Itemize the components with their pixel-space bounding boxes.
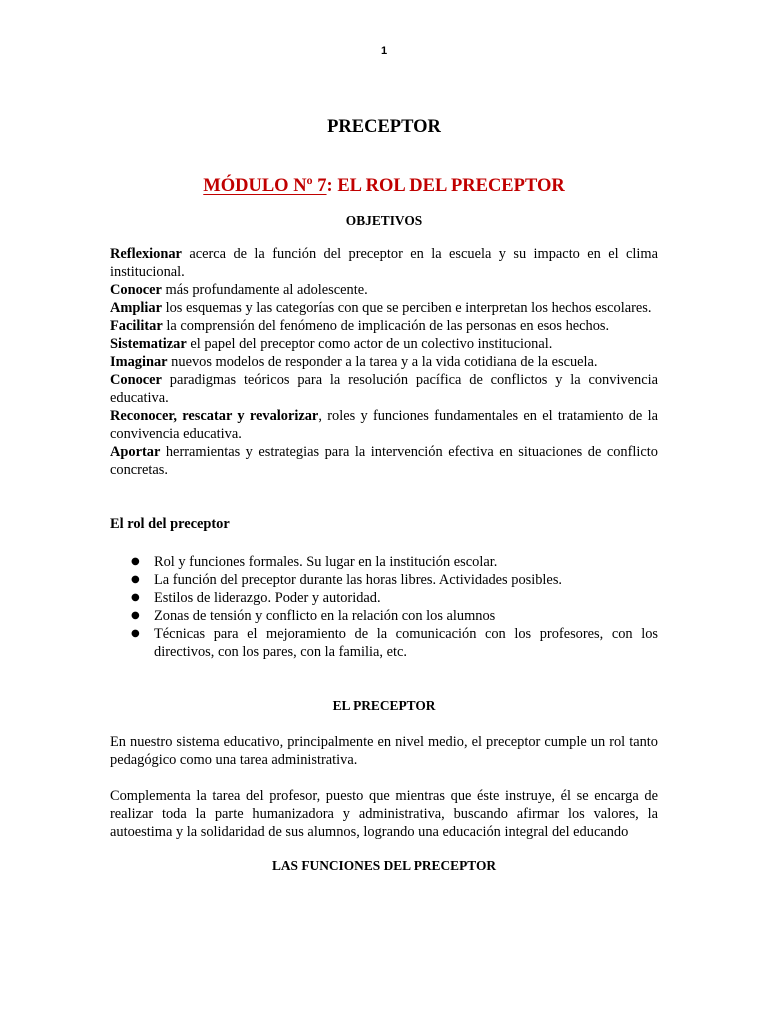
objective-item [110, 299, 658, 317]
objective-item [110, 281, 658, 299]
objective-verb: Conocer [110, 372, 162, 388]
objective-text: paradigmas teóricos para la resolución pacífica de conflictos y la convivencia educativa. [110, 372, 658, 406]
document-body [110, 114, 658, 875]
objectives-list [110, 245, 658, 479]
rol-section-heading: El rol del preceptor [110, 516, 230, 532]
objective-item [110, 407, 658, 443]
bullet-icon: ● [131, 556, 140, 567]
objective-verb: Sistematizar [110, 336, 187, 352]
list-item [110, 607, 658, 625]
bullet-icon: ● [131, 610, 140, 621]
module-name: : EL ROL DEL PRECEPTOR [326, 176, 565, 196]
objective-verb: Ampliar [110, 300, 162, 316]
list-item [110, 571, 658, 589]
preceptor-section-heading: EL PRECEPTOR [332, 698, 436, 713]
bullet-icon: ● [131, 628, 140, 639]
list-item [110, 553, 658, 571]
document-title: PRECEPTOR [327, 117, 441, 137]
objective-verb: Imaginar [110, 354, 168, 370]
objectives-heading: OBJETIVOS [345, 213, 423, 228]
objective-verb: Conocer [110, 282, 162, 298]
list-item-text: Rol y funciones formales. Su lugar en la institución escolar. [154, 554, 498, 570]
page-number: 1 [380, 45, 388, 57]
module-number: MÓDULO Nº 7 [203, 176, 327, 196]
objective-text: , roles y funciones fundamentales en el tratamiento de la convivencia educativa. [110, 408, 658, 442]
body-paragraph: En nuestro sistema educativo, principalmente en nivel medio, el preceptor cumple un rol tanto pedagógico como una tarea administrativa. [110, 734, 658, 768]
funciones-section-heading: LAS FUNCIONES DEL PRECEPTOR [271, 858, 497, 873]
objective-text: acerca de la función del preceptor en la escuela y su impacto en el clima institucional. [110, 246, 658, 280]
objective-text: herramientas y estrategias para la intervención efectiva en situaciones de conflicto concretas. [110, 444, 658, 478]
objective-verb: Reconocer, rescatar y revalorizar [110, 408, 319, 424]
objective-item [110, 245, 658, 281]
objective-verb: Aportar [110, 444, 161, 460]
objective-text: el papel del preceptor como actor de un colectivo institucional. [186, 336, 553, 352]
list-item-text: Zonas de tensión y conflicto en la relación con los alumnos [154, 608, 496, 624]
list-item [110, 625, 658, 661]
objective-text: más profundamente al adolescente. [161, 282, 368, 298]
list-item [110, 589, 658, 607]
objective-verb: Facilitar [110, 318, 163, 334]
body-paragraph: Complementa la tarea del profesor, puesto que mientras que éste instruye, él se encarga de realizar toda la parte humanizadora y administrativa, buscando afirmar los valores, la autoestima y la solidaridad de sus alumnos, logrando una educación integral del educando [110, 788, 658, 840]
objective-verb: Reflexionar [110, 246, 182, 262]
bullet-icon: ● [131, 574, 140, 585]
objective-text: los esquemas y las categorías con que se perciben e interpretan los hechos escolares. [161, 300, 652, 316]
objective-item [110, 353, 658, 371]
list-item-text: Estilos de liderazgo. Poder y autoridad. [154, 590, 381, 606]
objective-item [110, 443, 658, 479]
bullet-icon: ● [131, 592, 140, 603]
objective-item [110, 317, 658, 335]
module-title [110, 173, 658, 199]
objective-item [110, 335, 658, 353]
objective-item [110, 371, 658, 407]
objective-text: la comprensión del fenómeno de implicación de las personas en esos hechos. [162, 318, 610, 334]
list-item-text: Técnicas para el mejoramiento de la comunicación con los profesores, con los directivos, con los pares, con la familia, etc. [154, 626, 658, 660]
topics-list [110, 553, 658, 661]
objective-text: nuevos modelos de responder a la tarea y a la vida cotidiana de la escuela. [167, 354, 598, 370]
list-item-text: La función del preceptor durante las horas libres. Actividades posibles. [154, 572, 563, 588]
